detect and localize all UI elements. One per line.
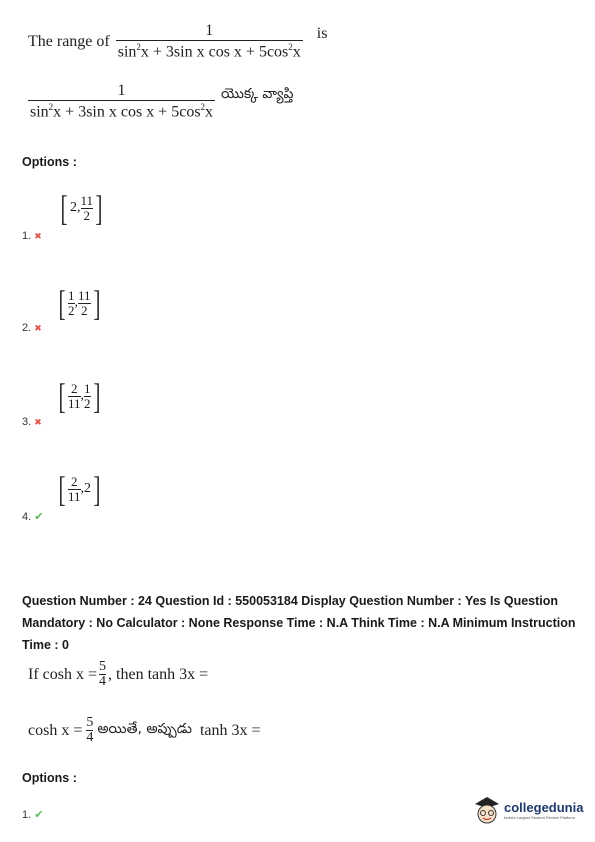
wrong-icon: ✖ [34,417,42,427]
q23-option2-expr: [ 1 2 , 11 2 ] [58,283,101,323]
q23-option4-expr: [ 2 11 , 2 ] [58,469,101,509]
q23-en-prefix: The range of [28,32,110,50]
wrong-icon: ✖ [34,323,42,333]
q23-options-label: Options : [22,155,77,169]
collegedunia-logo: collegedunia India's Largest Student Review Platform [472,794,583,826]
q23-option2[interactable]: 2. ✖ [22,322,42,334]
q24-english-line: If cosh x = $\frac{5}{4}$ , then tanh 3x = [28,659,209,689]
q23-fraction [116,22,303,61]
q23-telugu-line [28,82,293,121]
q23-te-fraction: $\frac{1}{\sin^2x + 3\sin x \cos x + 5\cos^2x}$ [30,82,214,121]
q24-options-label: Options : [22,771,77,785]
q23-english-line [28,22,327,61]
q23-te-suffix: యొక్క వ్యాప్తి [221,86,294,103]
q23-option1-expr: [ 2, 11 2 ] [60,188,103,228]
check-icon: ✔ [34,809,44,821]
q23-frac-num: 1 [205,22,214,39]
q23-en-suffix: is [316,24,328,42]
q23-option3-expr: [ 2 11 , 1 2 ] [58,376,101,416]
q24-meta: Question Number : 24 Question Id : 550053184 Display Question Number : Yes Is Question Mandatory : No Calculator : None Response Time : N.A Think Time : N.A Minimum Instruction Time : 0 [22,594,576,652]
check-icon: ✔ [34,511,44,523]
wrong-icon: ✖ [34,231,42,241]
q24-option1[interactable]: 1. ✔ [22,809,44,821]
mascot-icon [472,794,502,826]
q23-option1[interactable]: 1. ✖ [22,230,42,242]
q23-option3[interactable]: 3. ✖ [22,416,42,428]
q24-telugu-line: cosh x = $\frac{5}{4}$ అయితే, అప్పుడు tanh 3x = [28,715,261,745]
q23-frac-den: $\sin^2x + 3\sin$ x $\cos x + 5\cos^2x$ [117,42,301,61]
q23-option4[interactable]: 4. ✔ [22,511,44,523]
